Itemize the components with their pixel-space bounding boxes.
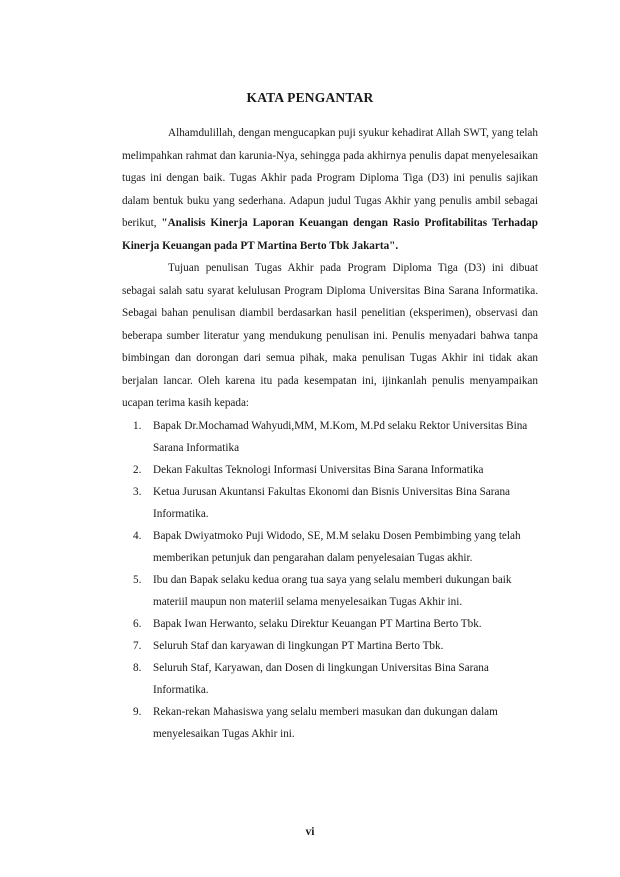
list-item-text: Seluruh Staf dan karyawan di lingkungan PT Martina Berto Tbk. [153, 639, 444, 652]
page-title: KATA PENGANTAR [246, 90, 374, 105]
thanks-list [122, 415, 538, 745]
list-item-number: 3. [133, 485, 142, 498]
list-item-text: Bapak Dwiyatmoko Puji Widodo, SE, M.M selaku Dosen Pembimbing yang telah memberikan petunjuk dan pengarahan dalam penyelesaian Tugas akhir. [153, 529, 521, 564]
page-number: vi [305, 826, 315, 838]
list-item-number: 4. [133, 529, 142, 542]
list-item-text: Ketua Jurusan Akuntansi Fakultas Ekonomi dan Bisnis Universitas Bina Sarana Informatika. [153, 485, 511, 520]
list-item [122, 525, 538, 569]
document-body [122, 122, 538, 745]
list-item-number: 6. [133, 617, 142, 630]
list-item [122, 635, 538, 657]
list-item-text: Bapak Dr.Mochamad Wahyudi,MM, M.Kom, M.Pd selaku Rektor Universitas Bina Sarana Informatika [153, 419, 528, 454]
list-item [122, 459, 538, 481]
list-item-text: Rekan-rekan Mahasiswa yang selalu memberi masukan dan dukungan dalam menyelesaikan Tugas Akhir ini. [153, 705, 498, 740]
list-item-text: Seluruh Staf, Karyawan, dan Dosen di lingkungan Universitas Bina Sarana Informatika. [153, 661, 489, 696]
list-item-number: 2. [133, 463, 142, 476]
list-item-number: 8. [133, 661, 142, 674]
list-item-text: Dekan Fakultas Teknologi Informasi Universitas Bina Sarana Informatika [153, 463, 484, 476]
list-item-text: Bapak Iwan Herwanto, selaku Direktur Keuangan PT Martina Berto Tbk. [153, 617, 482, 630]
list-item [122, 657, 538, 701]
list-item [122, 481, 538, 525]
list-item-number: 5. [133, 573, 142, 586]
list-item-text: Ibu dan Bapak selaku kedua orang tua saya yang selalu memberi dukungan baik materiil maupun non materiil selama menyelesaikan Tugas Akhir ini. [153, 573, 512, 608]
list-item-number: 7. [133, 639, 142, 652]
list-item [122, 415, 538, 459]
paragraph-intro-text: Alhamdulillah, dengan mengucapkan puji syukur kehadirat Allah SWT, yang telah melimpahkan rahmat dan karunia-Nya, sehingga pada akhirnya penulis dapat menyelesaikan tugas ini dengan baik. Tugas Akhir pada Program Diploma Tiga (D3) ini penulis sajikan dalam bentuk buku yang sederhana. Adapun judul Tugas Akhir yang penulis ambil sebagai berikut, [122, 127, 538, 229]
list-item [122, 569, 538, 613]
list-item-number: 9. [133, 705, 142, 718]
paragraph-intro [122, 122, 538, 257]
paragraph-purpose: Tujuan penulisan Tugas Akhir pada Program Diploma Tiga (D3) ini dibuat sebagai salah satu syarat kelulusan Program Diploma Universitas Bina Sarana Informatika. Sebagai bahan penulisan diambil berdasarkan hasil penelitian (eksperimen), observasi dan beberapa sumber literatur yang mendukung penulisan ini. Penulis menyadari bahwa tanpa bimbingan dan dorongan dari semua pihak, maka penulisan Tugas Akhir ini tidak akan berjalan lancar. Oleh karena itu pada kesempatan ini, ijinkanlah penulis menyampaikan ucapan terima kasih kepada: [122, 262, 538, 409]
list-item-number: 1. [133, 419, 142, 432]
list-item [122, 701, 538, 745]
list-item [122, 613, 538, 635]
thesis-title: "Analisis Kinerja Laporan Keuangan dengan Rasio Profitabilitas Terhadap Kinerja Keuangan pada PT Martina Berto Tbk Jakarta". [122, 217, 538, 252]
